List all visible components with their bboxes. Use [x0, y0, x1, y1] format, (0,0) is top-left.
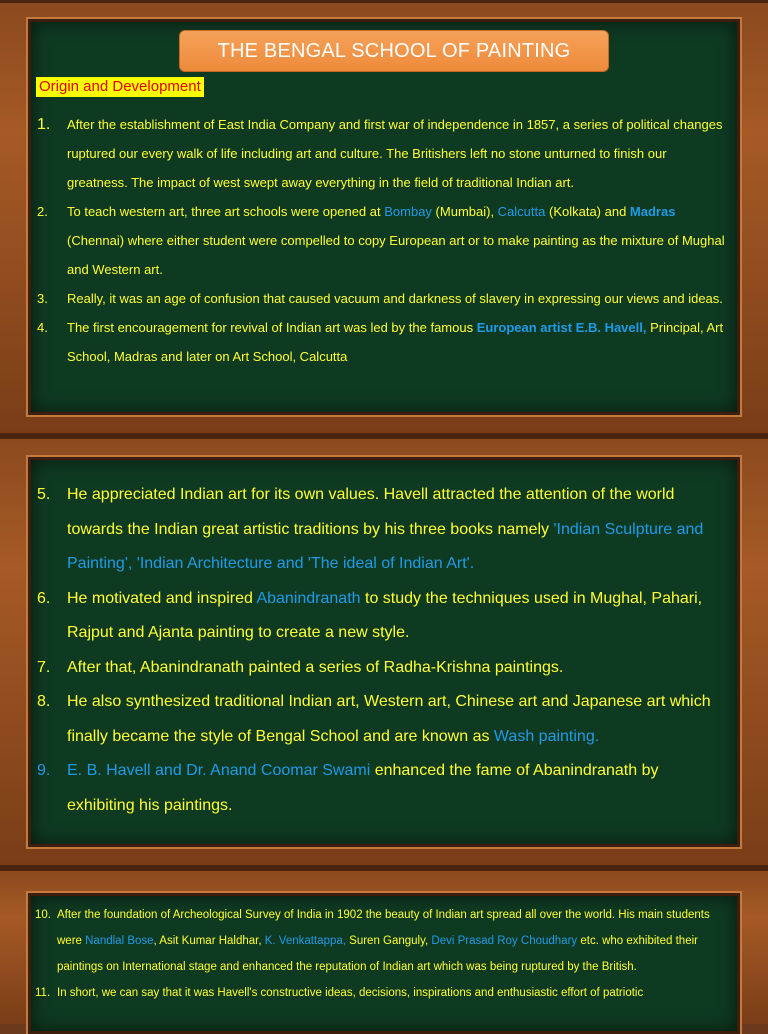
item-text: enhanced the fame of Abanindranath by exhibiting his paintings. — [67, 762, 659, 814]
list-item — [35, 902, 735, 980]
list-item — [37, 651, 727, 686]
item-number: 7. — [37, 658, 51, 676]
highlight-havell: European artist E.B. Havell, — [476, 320, 647, 335]
chalkboard-1 — [28, 19, 740, 415]
highlight-devi-prasad: Devi Prasad Roy Choudhary — [431, 935, 578, 947]
item-text: Principal, Art School, Madras and later on Art School, Calcutta — [67, 320, 724, 364]
item-text: After the foundation of Archeological Survey of India in 1902 the beauty of Indian art spread all over the world. His main students were — [57, 909, 710, 947]
slide-frame-1 — [0, 0, 768, 436]
item-text: (Chennai) where either student were compelled to copy European art or to make painting as the mixture of Mughal and Western art. — [67, 233, 725, 277]
item-number: 1. — [37, 116, 51, 133]
item-text: etc. who exhibited their paintings on International stage and enhanced the reputation of Indian art which was being ruptured by the British. — [57, 935, 698, 973]
item-number: 3. — [37, 291, 48, 306]
chalkboard-2 — [28, 457, 740, 847]
list-item — [37, 313, 727, 371]
item-text: To teach western art, three art schools were opened at — [67, 204, 385, 219]
item-text: The first encouragement for revival of Indian art was led by the famous — [67, 320, 477, 335]
page-title: THE BENGAL SCHOOL OF PAINTING — [179, 30, 609, 72]
list-item — [37, 478, 727, 582]
item-text: He motivated and inspired — [67, 589, 257, 607]
item-number: 5. — [37, 486, 51, 503]
item-number: 10. — [35, 909, 51, 921]
list-item — [37, 284, 727, 313]
list-item — [37, 685, 727, 754]
highlight-abanindranath: Abanindranath — [256, 589, 361, 607]
item-text: Really, it was an age of confusion that caused vacuum and darkness of slavery in expressing our views and ideas. — [67, 291, 723, 306]
item-text: He also synthesized traditional Indian art, Western art, Chinese art and Japanese art which finally became the style of Bengal School and are known as — [67, 693, 711, 745]
slide-frame-3 — [0, 868, 768, 1024]
item-number: 8. — [37, 693, 51, 710]
list-item — [37, 754, 727, 823]
list-item — [35, 980, 735, 1006]
item-number: 6. — [37, 589, 51, 607]
item-number: 9. — [37, 762, 51, 779]
highlight-wash-painting: Wash painting. — [493, 727, 600, 745]
chalkboard-3 — [28, 893, 740, 1034]
list-item — [37, 110, 727, 197]
highlight-calcutta: Calcutta — [497, 204, 546, 219]
item-text: In short, we can say that it was Havell's constructive ideas, decisions, inspirations and enthusiastic effort of patriotic — [57, 987, 644, 999]
highlight-books: 'Indian Sculpture and Painting', 'Indian Architecture and 'The ideal of Indian Art'. — [67, 520, 704, 572]
highlight-nandlal-bose: Nandlal Bose — [85, 935, 154, 947]
list-item — [37, 197, 727, 284]
havell-list — [37, 478, 727, 823]
item-text: to study the techniques used in Mughal, Pahari, Rajput and Ajanta painting to create a new style. — [67, 589, 703, 641]
item-number: 2. — [37, 204, 48, 219]
origin-list — [37, 110, 727, 371]
item-number: 11. — [35, 987, 51, 999]
list-item — [37, 582, 727, 651]
slide-frame-2 — [0, 436, 768, 868]
highlight-bombay: Bombay — [384, 204, 432, 219]
item-text: After that, Abanindranath painted a series of Radha-Krishna paintings. — [67, 658, 564, 676]
item-text: (Kolkata) and — [545, 204, 630, 219]
item-number: 4. — [37, 320, 48, 335]
highlight-havell-swami: E. B. Havell and Dr. Anand Coomar Swami — [67, 762, 371, 779]
section-heading: Origin and Development — [36, 77, 204, 97]
item-text: , Asit Kumar Haldhar, — [153, 935, 265, 947]
highlight-madras: Madras — [629, 204, 676, 219]
item-text: Suren Ganguly, — [345, 935, 432, 947]
item-text: He appreciated Indian art for its own values. Havell attracted the attention of the world towards the Indian great artistic traditions by his three books namely — [67, 486, 675, 538]
item-text: After the establishment of East India Company and first war of independence in 1857, a series of political changes ruptured our every walk of life including art and culture. The Britishers left no stone unturned to finish our greatness. The impact of west swept away everything in the field of traditional Indian art. — [67, 117, 723, 190]
highlight-venkattappa: K. Venkattappa, — [264, 935, 346, 947]
item-text: (Mumbai), — [431, 204, 498, 219]
students-list — [35, 902, 735, 1006]
